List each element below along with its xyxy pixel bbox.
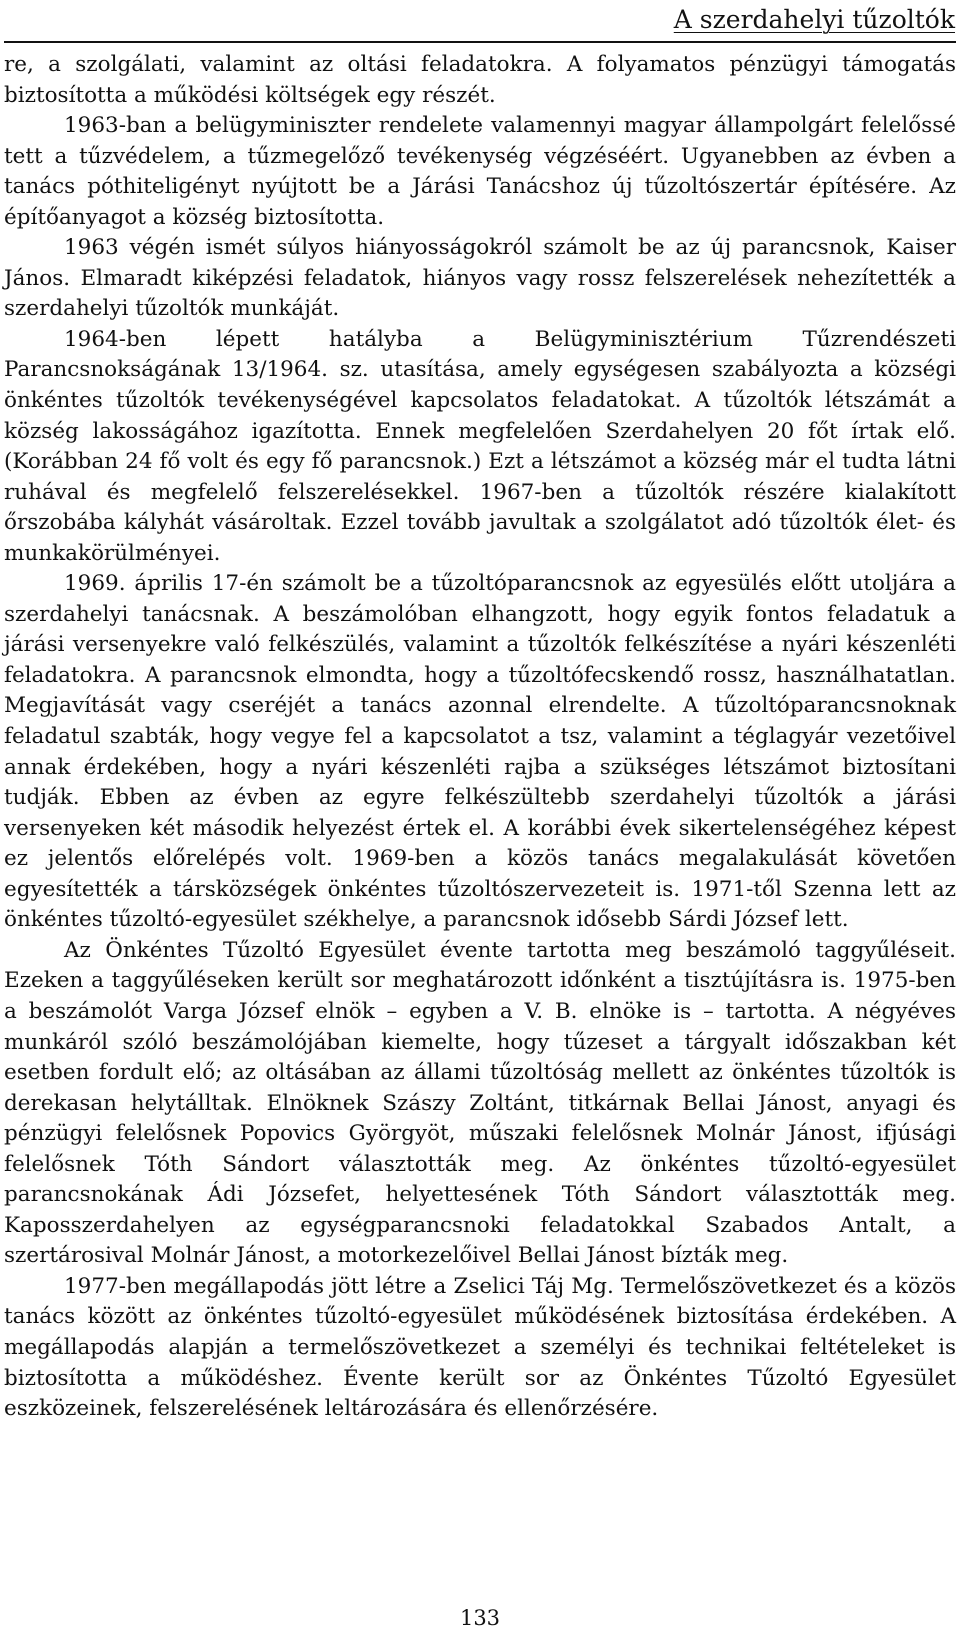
running-title: A szerdahelyi tűzoltók [673, 5, 955, 34]
paragraph-continued: re, a szolgálati, valamint az oltási feladatokra. A folyamatos pénzügyi támogatás biztosította a működési költségek egy részét. [4, 52, 956, 108]
paragraph-association-meetings: Az Önkéntes Tűzoltó Egyesület évente tartotta meg beszámoló taggyűléseit. Ezeken a taggyűléseken került sor meghatározott időnként a tisztújításra is. 1975-ben a beszámolót Varga József elnök – egyben a V. B. elnöke is – tartotta. A négyéves munkáról szóló beszámolójában kiemelte, hogy tűzeset a tárgyalt időszakban két esetben fordult elő; az oltásában az állami tűzoltóság mellett az önkéntes tűzoltók is derekasan helytálltak. Elnöknek Szászy Zoltánt, titkárnak Bellai Jánost, anyagi és pénzügyi felelősnek Popovics Györgyöt, műszaki felelősnek Molnár Jánost, ifjúsági felelősnek Tóth Sándort választották meg. Az önkéntes tűzoltó-egyesület parancsnokának Ádi Józsefet, helyettesének Tóth Sándort választották meg. Kaposszerdahelyen az egységparancsnoki feladatokkal Szabados Antalt, a szertárosival Molnár Jánost, a motorkezelőivel Bellai Jánost bízták meg. [4, 937, 956, 1269]
paragraph-1963-decree: 1963-ban a belügyminiszter rendelete valamennyi magyar állampolgárt felelőssé tett a tűzvédelem, a tűzmegelőző tevékenység végzéséért. Ugyanebben az évben a tanács póthiteligényt nyújtott be a Járási Tanácshoz új tűzoltószertár építésére. Az építőanyagot a község biztosította. [4, 113, 956, 230]
paragraph-1963-report: 1963 végén ismét súlyos hiányosságokról számolt be az új parancsnok, Kaiser János. Elmaradt kiképzési feladatok, hiányos vagy rossz felszerelések nehezítették a szerdahelyi tűzoltók munkáját. [4, 235, 956, 322]
paragraph-1969-report: 1969. április 17-én számolt be a tűzoltóparancsnok az egyesülés előtt utoljára a szerdahelyi tanácsnak. A beszámolóban elhangzott, hogy egyik fontos feladatuk a járási versenyekre való felkészülés, valamint a tűzoltók felkészítése a nyári készenléti feladatokra. A parancsnok elmondta, hogy a tűzoltófecskendő rossz, használhatatlan. Megjavítását vagy cseréjét a tanács azonnal elrendelte. A tűzoltóparancsnoknak feladatul szabták, hogy vegye fel a kapcsolatot a tsz, valamint a téglagyár vezetőivel annak érdekében, hogy a nyári készenléti rajba a szükséges létszámot biztosítani tudják. Ebben az évben az egyre felkészültebb szerdahelyi tűzoltók a járási versenyeken két második helyezést értek el. A korábbi évek sikertelenségéhez képest ez jelentős előrelépés volt. 1969-ben a közös tanács megalakulását követően egyesítették a társközségek önkéntes tűzoltószervezeteit is. 1971-től Szenna lett az önkéntes tűzoltó-egyesület székhelye, a parancsnok idősebb Sárdi József lett. [4, 571, 956, 933]
page-number: 133 [459, 1606, 501, 1630]
body-text [4, 50, 956, 1425]
paragraph-1977-agreement: 1977-ben megállapodás jött létre a Zselici Táj Mg. Termelőszövetkezet és a közös tanács között az önkéntes tűzoltó-egyesület működésének biztosítása érdekében. A megállapodás alapján a termelőszövetkezet a személyi és technikai feltételeket is biztosította a működéshez. Évente került sor az Önkéntes Tűzoltó Egyesület eszközeinek, felszerelésének leltározására és ellenőrzésére. [4, 1273, 956, 1422]
header-rule [4, 41, 956, 43]
paragraph-1964-directive: 1964-ben lépett hatályba a Belügyminisztérium Tűzrendészeti Parancsnokságának 13/1964. sz. utasítása, amely egységesen szabályozta a községi önkéntes tűzoltók tevékenységével kapcsolatos feladatokat. A tűzoltók létszámát a község lakosságához igazította. Ennek megfelelően Szerdahelyen 20 főt írtak elő. (Korábban 24 fő volt és egy fő parancsnok.) Ezt a létszámot a község már el tudta látni ruhával és megfelelő felszerelésekkel. 1967-ben a tűzoltók részére kialakított őrszobába kályhát vásároltak. Ezzel tovább javultak a szolgálatot adó tűzoltók élet- és munkakörülményei. [4, 326, 956, 566]
